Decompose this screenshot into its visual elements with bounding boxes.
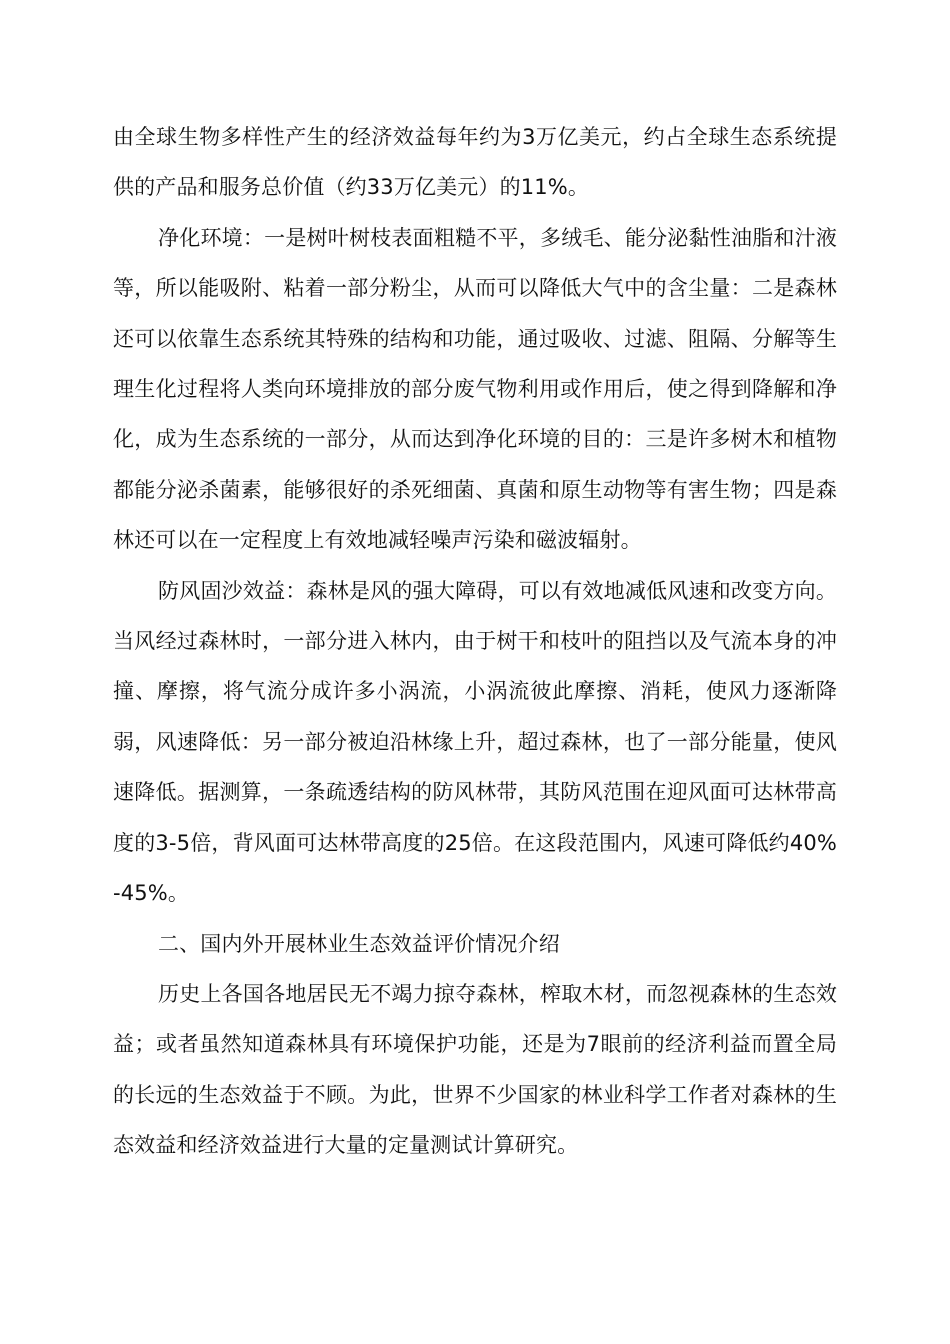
paragraph-purify-environment: 净化环境：一是树叶树枝表面粗糙不平，多绒毛、能分泌黏性油脂和汁液等，所以能吸附、粘着一部分粉尘，从而可以降低大气中的含尘量：二是森林还可以依靠生态系统其特殊的结构和功能，通过吸收、过滤、阻隔、分解等生理生化过程将人类向环境排放的部分废气物利用或作用后，使之得到降解和净化，成为生态系统的一部分，从而达到净化环境的目的：三是许多树木和植物都能分泌杀菌素，能够很好的杀死细菌、真菌和原生动物等有害生物；四是森林还可以在一定程度上有效地减轻噪声污染和磁波辐射。 <box>113 225 837 553</box>
section-heading: 二、国内外开展林业生态效益评价情况介绍 <box>158 931 560 956</box>
paragraph-history-review: 历史上各国各地居民无不竭力掠夺森林，榨取木材，而忽视森林的生态效益；或者虽然知道森林具有环境保护功能，还是为7眼前的经济利益而置全局的长远的生态效益于不顾。为此，世界不少国家的林业科学工作者对森林的生态效益和经济效益进行大量的定量测试计算研究。 <box>113 981 837 1158</box>
document-body <box>113 112 837 1171</box>
paragraph-windbreak-sand-fixation: 防风固沙效益：森林是风的强大障碍，可以有效地减低风速和改变方向。当风经过森林时，一部分进入林内，由于树干和枝叶的阻挡以及气流本身的冲撞、摩擦，将气流分成许多小涡流，小涡流彼此摩擦、消耗，使风力逐渐降弱，风速降低：另一部分被迫沿林缘上升，超过森林，也了一部分能量，使风速降低。据测算，一条疏透结构的防风林带，其防风范围在迎风面可达林带高度的3-5倍，背风面可达林带高度的25倍。在这段范围内，风速可降低约40%-45%。 <box>113 578 837 906</box>
paragraph-biodiversity-benefit: 由全球生物多样性产生的经济效益每年约为3万亿美元，约占全球生态系统提供的产品和服务总价值（约33万亿美元）的11%。 <box>113 125 837 200</box>
